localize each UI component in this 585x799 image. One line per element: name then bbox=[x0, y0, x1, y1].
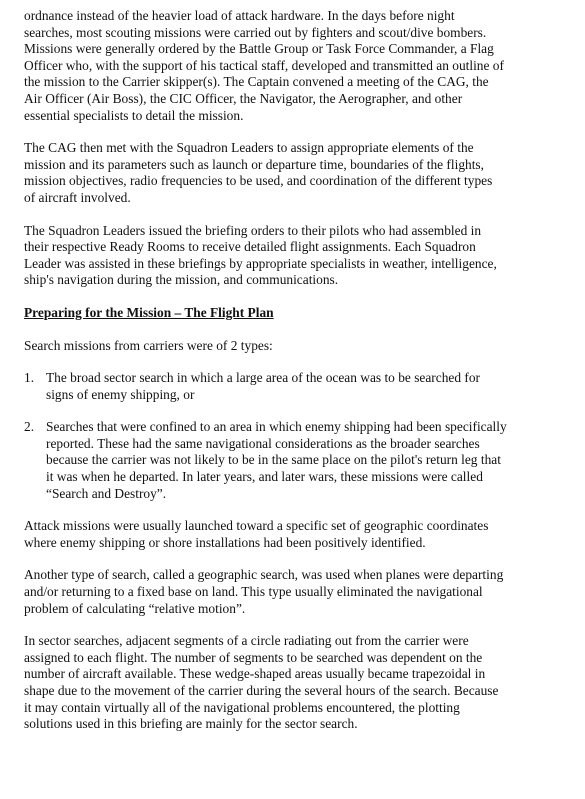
list-item bbox=[24, 370, 580, 403]
list-item bbox=[24, 419, 580, 502]
paragraph-attack-missions: Attack missions were usually launched toward a specific set of geographic coordinates where enemy shipping or shore installations had been positively identified. bbox=[24, 518, 489, 550]
paragraph-geographic-search: Another type of search, called a geographic search, was used when planes were departing and/or returning to a fixed base on land. This type usually eliminated the navigational problem of calculating “relative motion”. bbox=[24, 567, 504, 616]
list-item-number: 1. bbox=[24, 370, 35, 386]
paragraph-sector-searches: In sector searches, adjacent segments of a circle radiating out from the carrier were assigned to each flight. The number of segments to be searched was dependent on the number of aircraft available. These wedge-shaped areas usually became trapezoidal in shape due to the movement of the carrier during the several hours of the search. Because it may contain virtually all of the navigational problems encountered, the plotting solutions used in this briefing are mainly for the sector search. bbox=[24, 633, 499, 732]
section-heading: Preparing for the Mission – The Flight Plan bbox=[24, 304, 274, 320]
document-page bbox=[24, 8, 580, 749]
search-types-list bbox=[24, 370, 580, 502]
paragraph-mission-orders: ordnance instead of the heavier load of attack hardware. In the days before night searches, most scouting missions were carried out by fighters and scout/dive bombers. Missions were generally ordered by the Battle Group or Task Force Commander, a Flag Officer who, with the support of his tactical staff, developed and transmitted an outline of the mission to the Carrier skipper(s). The Captain convened a meeting of the CAG, the Air Officer (Air Boss), the CIC Officer, the Navigator, the Aerographer, and other essential specialists to detail the mission. bbox=[24, 8, 504, 123]
paragraph-search-types-intro: Search missions from carriers were of 2 types: bbox=[24, 337, 273, 353]
list-item-text: Searches that were confined to an area in which enemy shipping had been specifically reported. These had the same navigational considerations as the broader searches because the carrier was not likely to be in the same place on the pilot's return leg that it was when he departed. In later years, and later wars, these missions were called “Search and Destroy”. bbox=[46, 419, 507, 501]
list-item-number: 2. bbox=[24, 419, 35, 435]
paragraph-cag-meeting: The CAG then met with the Squadron Leaders to assign appropriate elements of the mission and its parameters such as launch or departure time, boundaries of the flights, mission objectives, radio frequencies to be used, and coordination of the different types of aircraft involved. bbox=[24, 140, 493, 205]
list-item-text: The broad sector search in which a large area of the ocean was to be searched for signs of enemy shipping, or bbox=[46, 370, 480, 402]
paragraph-squadron-briefing: The Squadron Leaders issued the briefing orders to their pilots who had assembled in their respective Ready Rooms to receive detailed flight assignments. Each Squadron Leader was assisted in these briefings by appropriate specialists in weather, intelligence, ship's navigation during the mission, and communications. bbox=[24, 222, 497, 288]
